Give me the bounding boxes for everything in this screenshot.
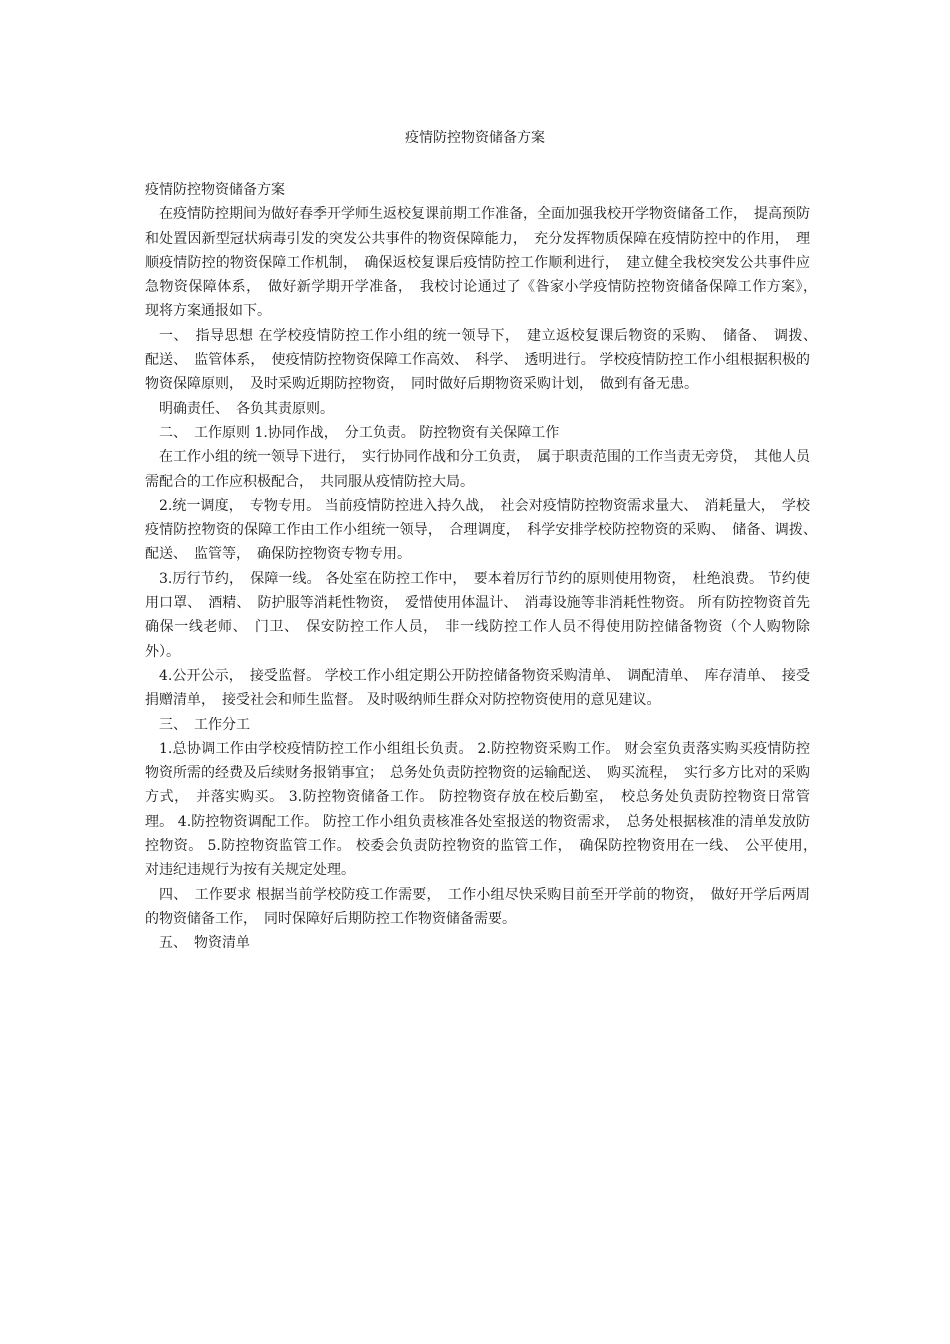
paragraph-division-of-work: 1.总协调工作由学校疫情防控工作小组组长负责。 2.防控物资采购工作。 财会室负责落实购买疫情防控物资所需的经费及后续财务报销事宜； 总务处负责防控物资的运输配送、 购买流程， 实行多方比对的采购方式， 并落实购买。 3.防控物资储备工作。 防控物资存放在校后勤室， 校总务处负责防控物资日常管理。 4.防控物资调配工作。 防控工作小组负责核准各处室报送的物资需求， 总务处根据核准的清单发放防控物资。 5.防控物资监管工作。 校委会负责防控物资的监管工作， 确保防控物资用在一线、 公平使用， 对违纪违规行为按有关规定处理。: [145, 740, 824, 879]
document-body: [145, 178, 824, 956]
paragraph-guiding-ideology: 一、 指导思想 在学校疫情防控工作小组的统一领导下， 建立返校复课后物资的采购、 储备、 调拨、 配送、 监管体系， 使疫情防控物资保障工作高效、 科学、 透明进行。 学校疫情防控工作小组根据积极的物资保障原则， 及时采购近期防控物资， 同时做好后期物资采购计划， 做到有备无患。: [145, 327, 824, 393]
paragraph-intro: 在疫情防控期间为做好春季开学师生返校复课前期工作准备，全面加强我校开学物资储备工作， 提高预防和处置因新型冠状病毒引发的突发公共事件的物资保障能力， 充分发挥物质保障在疫情防控中的作用， 理顺疫情防控的物资保障工作机制， 确保返校复课后疫情防控工作顺利进行， 建立健全我校突发公共事件应急物资保障体系， 做好新学期开学准备， 我校讨论通过了《昝家小学疫情防控物资储备保障工作方案》， 现将方案通报如下。: [145, 206, 824, 320]
paragraph-material-list: 五、 物资清单: [159, 935, 250, 952]
paragraph-work-requirements: 四、 工作要求 根据当前学校防疫工作需要， 工作小组尽快采购目前至开学前的物资， 做好开学后两周的物资储备工作， 同时保障好后期防控工作物资储备需要。: [145, 886, 810, 927]
paragraph-responsibility: 明确责任、 各负其责原则。: [159, 400, 334, 417]
paragraph-frugality: 3.厉行节约， 保障一线。 各处室在防控工作中， 要本着厉行节约的原则使用物资， 杜绝浪费。 节约使用口罩、 酒精、 防护服等消耗性物资， 爱惜使用体温计、 消毒设施等非消耗性物资。 所有防控物资首先确保一线老师、 门卫、 保安防控工作人员， 非一线防控工作人员不得使用防控储备物资（个人购物除外）。: [145, 570, 810, 660]
paragraph-public-supervision: 4.公开公示， 接受监督。 学校工作小组定期公开防控储备物资采购清单、 调配清单、 库存清单、 接受捐赠清单， 接受社会和师生监督。 及时吸纳师生群众对防控物资使用的意见建议。: [145, 667, 810, 709]
document-title: 疫情防控物资储备方案: [405, 130, 545, 146]
paragraph-work-principles: 二、 工作原则 1.协同作战， 分工负责。 防控物资有关保障工作: [159, 424, 560, 441]
paragraph-unified-dispatch: 2.统一调度， 专物专用。 当前疫情防控进入持久战， 社会对疫情防控物资需求量大、 消耗量大， 学校疫情防控物资的保障工作由工作小组统一领导， 合理调度， 科学安排学校防控物资的采购、 储备、调拨、 配送、 监管等， 确保防控物资专物专用。: [145, 497, 824, 563]
paragraph-cooperation: 在工作小组的统一领导下进行， 实行协同作战和分工负责， 属于职责范围的工作当责无旁贷， 其他人员需配合的工作应积极配合， 共同服从疫情防控大局。: [145, 449, 810, 490]
paragraph-division-heading: 三、 工作分工: [159, 716, 250, 733]
document-subtitle: 疫情防控物资储备方案: [145, 182, 285, 198]
